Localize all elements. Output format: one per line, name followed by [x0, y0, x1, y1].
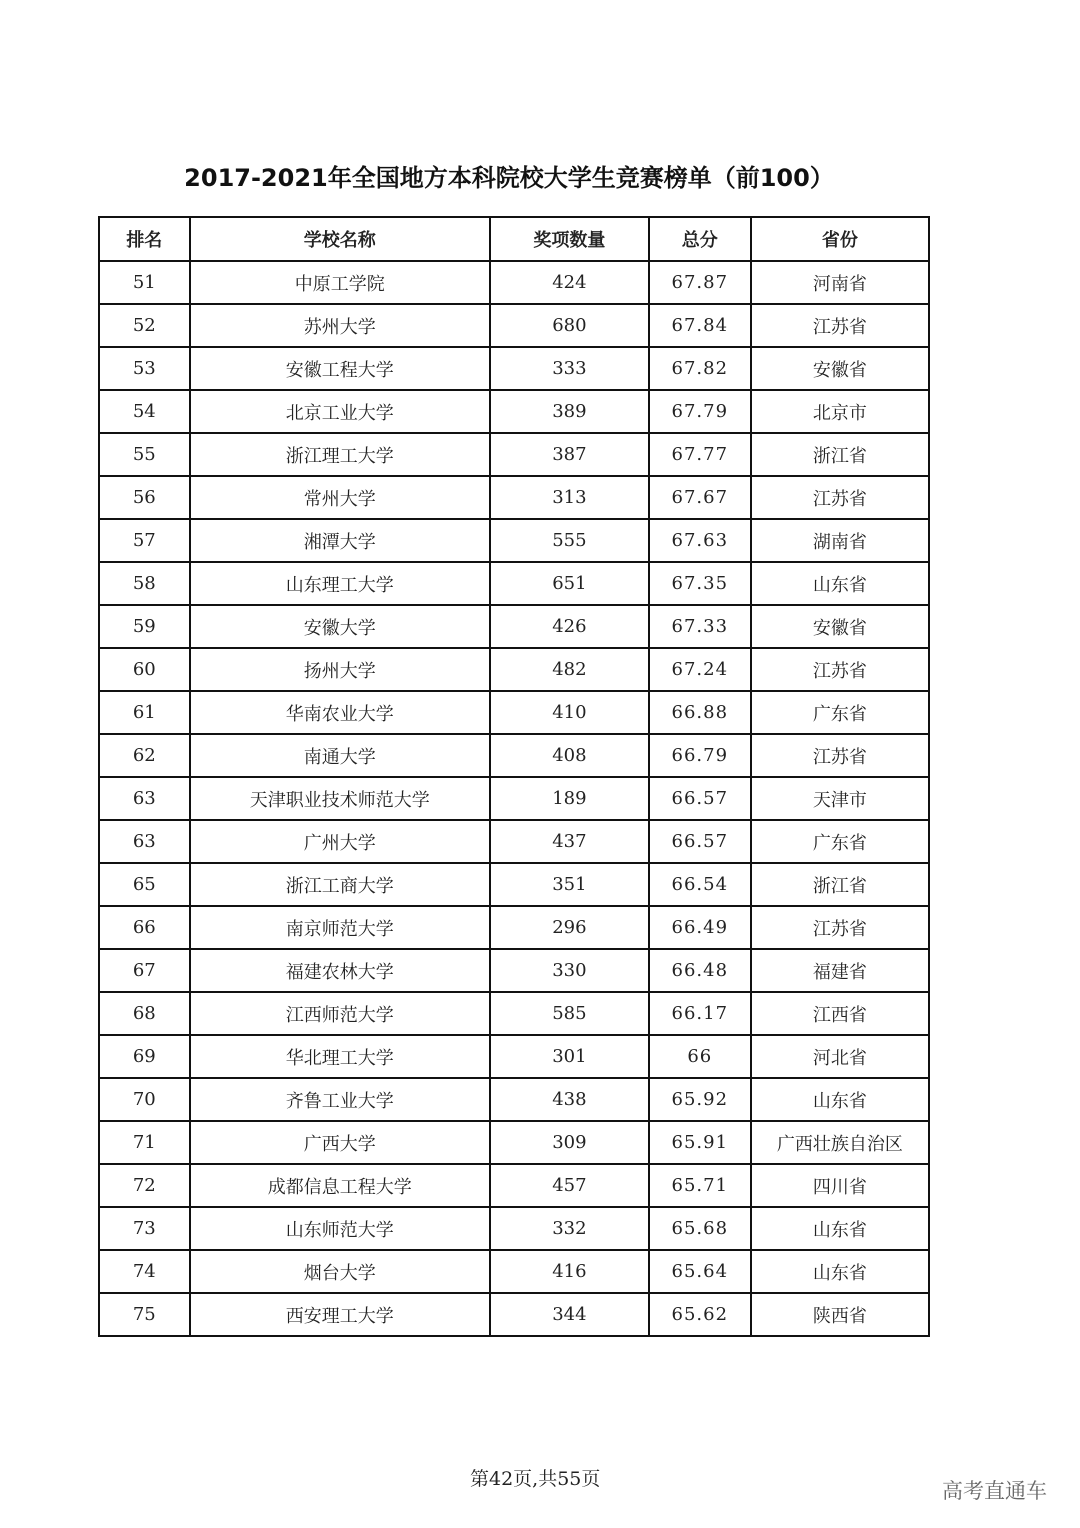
- cell-rank: 53: [99, 347, 190, 390]
- cell-awards: 296: [490, 906, 649, 949]
- cell-score: 66.17: [649, 992, 751, 1035]
- cell-rank: 61: [99, 691, 190, 734]
- cell-score: 67.77: [649, 433, 751, 476]
- cell-score: 65.71: [649, 1164, 751, 1207]
- cell-rank: 68: [99, 992, 190, 1035]
- table-row: [99, 992, 929, 1035]
- header-score: 总分: [649, 217, 751, 261]
- cell-province: 山东省: [751, 562, 929, 605]
- cell-rank: 52: [99, 304, 190, 347]
- cell-rank: 75: [99, 1293, 190, 1336]
- cell-awards: 416: [490, 1250, 649, 1293]
- cell-awards: 555: [490, 519, 649, 562]
- cell-score: 67.24: [649, 648, 751, 691]
- cell-awards: 330: [490, 949, 649, 992]
- cell-rank: 51: [99, 261, 190, 304]
- cell-awards: 344: [490, 1293, 649, 1336]
- cell-score: 66: [649, 1035, 751, 1078]
- cell-score: 66.48: [649, 949, 751, 992]
- table-row: [99, 390, 929, 433]
- cell-province: 陕西省: [751, 1293, 929, 1336]
- table-row: [99, 476, 929, 519]
- cell-score: 67.63: [649, 519, 751, 562]
- ranking-table: [98, 216, 930, 1337]
- cell-score: 65.91: [649, 1121, 751, 1164]
- cell-rank: 55: [99, 433, 190, 476]
- cell-province: 江苏省: [751, 476, 929, 519]
- cell-school: 广州大学: [190, 820, 490, 863]
- cell-score: 67.79: [649, 390, 751, 433]
- header-school: 学校名称: [190, 217, 490, 261]
- cell-school: 山东理工大学: [190, 562, 490, 605]
- table-row: [99, 304, 929, 347]
- table-header-row: [99, 217, 929, 261]
- cell-score: 67.67: [649, 476, 751, 519]
- cell-school: 华北理工大学: [190, 1035, 490, 1078]
- cell-awards: 438: [490, 1078, 649, 1121]
- cell-awards: 426: [490, 605, 649, 648]
- cell-rank: 74: [99, 1250, 190, 1293]
- cell-province: 天津市: [751, 777, 929, 820]
- cell-rank: 59: [99, 605, 190, 648]
- cell-awards: 457: [490, 1164, 649, 1207]
- cell-awards: 410: [490, 691, 649, 734]
- cell-school: 扬州大学: [190, 648, 490, 691]
- cell-score: 67.33: [649, 605, 751, 648]
- cell-school: 成都信息工程大学: [190, 1164, 490, 1207]
- cell-school: 浙江理工大学: [190, 433, 490, 476]
- cell-province: 四川省: [751, 1164, 929, 1207]
- cell-school: 广西大学: [190, 1121, 490, 1164]
- cell-awards: 332: [490, 1207, 649, 1250]
- cell-score: 65.62: [649, 1293, 751, 1336]
- cell-school: 苏州大学: [190, 304, 490, 347]
- cell-rank: 71: [99, 1121, 190, 1164]
- cell-awards: 301: [490, 1035, 649, 1078]
- cell-province: 浙江省: [751, 433, 929, 476]
- cell-score: 67.87: [649, 261, 751, 304]
- cell-province: 安徽省: [751, 347, 929, 390]
- cell-school: 常州大学: [190, 476, 490, 519]
- table-row: [99, 777, 929, 820]
- header-rank: 排名: [99, 217, 190, 261]
- cell-school: 北京工业大学: [190, 390, 490, 433]
- cell-province: 广东省: [751, 691, 929, 734]
- cell-rank: 67: [99, 949, 190, 992]
- cell-score: 66.57: [649, 777, 751, 820]
- table-row: [99, 433, 929, 476]
- cell-score: 67.35: [649, 562, 751, 605]
- cell-awards: 309: [490, 1121, 649, 1164]
- cell-school: 福建农林大学: [190, 949, 490, 992]
- cell-awards: 313: [490, 476, 649, 519]
- cell-rank: 57: [99, 519, 190, 562]
- cell-school: 中原工学院: [190, 261, 490, 304]
- cell-awards: 680: [490, 304, 649, 347]
- cell-school: 安徽工程大学: [190, 347, 490, 390]
- cell-school: 浙江工商大学: [190, 863, 490, 906]
- cell-province: 江苏省: [751, 648, 929, 691]
- cell-score: 66.57: [649, 820, 751, 863]
- table-row: [99, 347, 929, 390]
- table-row: [99, 734, 929, 777]
- header-awards: 奖项数量: [490, 217, 649, 261]
- cell-province: 江苏省: [751, 734, 929, 777]
- cell-province: 江西省: [751, 992, 929, 1035]
- cell-province: 山东省: [751, 1078, 929, 1121]
- cell-rank: 63: [99, 777, 190, 820]
- cell-province: 湖南省: [751, 519, 929, 562]
- cell-score: 66.49: [649, 906, 751, 949]
- cell-rank: 69: [99, 1035, 190, 1078]
- table-row: [99, 605, 929, 648]
- cell-score: 66.54: [649, 863, 751, 906]
- cell-school: 西安理工大学: [190, 1293, 490, 1336]
- cell-province: 福建省: [751, 949, 929, 992]
- table-row: [99, 1078, 929, 1121]
- cell-awards: 387: [490, 433, 649, 476]
- table-row: [99, 648, 929, 691]
- cell-rank: 58: [99, 562, 190, 605]
- cell-score: 66.79: [649, 734, 751, 777]
- cell-province: 山东省: [751, 1207, 929, 1250]
- cell-score: 66.88: [649, 691, 751, 734]
- cell-awards: 189: [490, 777, 649, 820]
- table-row: [99, 863, 929, 906]
- table-row: [99, 691, 929, 734]
- table-row: [99, 519, 929, 562]
- page-title: 2017-2021年全国地方本科院校大学生竞赛榜单（前100）: [184, 164, 834, 192]
- cell-province: 江苏省: [751, 304, 929, 347]
- cell-awards: 437: [490, 820, 649, 863]
- cell-awards: 651: [490, 562, 649, 605]
- cell-province: 北京市: [751, 390, 929, 433]
- cell-rank: 62: [99, 734, 190, 777]
- table-row: [99, 949, 929, 992]
- cell-province: 广西壮族自治区: [751, 1121, 929, 1164]
- cell-rank: 70: [99, 1078, 190, 1121]
- cell-school: 江西师范大学: [190, 992, 490, 1035]
- cell-school: 南通大学: [190, 734, 490, 777]
- cell-score: 65.64: [649, 1250, 751, 1293]
- cell-awards: 351: [490, 863, 649, 906]
- cell-awards: 389: [490, 390, 649, 433]
- cell-province: 山东省: [751, 1250, 929, 1293]
- table-row: [99, 820, 929, 863]
- cell-score: 67.84: [649, 304, 751, 347]
- watermark: 高考直通车: [942, 1479, 1047, 1503]
- header-province: 省份: [751, 217, 929, 261]
- table-row: [99, 1207, 929, 1250]
- table-row: [99, 906, 929, 949]
- cell-school: 湘潭大学: [190, 519, 490, 562]
- table-row: [99, 1121, 929, 1164]
- cell-province: 河北省: [751, 1035, 929, 1078]
- cell-rank: 60: [99, 648, 190, 691]
- cell-province: 江苏省: [751, 906, 929, 949]
- table-row: [99, 1035, 929, 1078]
- cell-province: 广东省: [751, 820, 929, 863]
- cell-school: 齐鲁工业大学: [190, 1078, 490, 1121]
- cell-rank: 56: [99, 476, 190, 519]
- cell-rank: 73: [99, 1207, 190, 1250]
- cell-awards: 333: [490, 347, 649, 390]
- cell-province: 安徽省: [751, 605, 929, 648]
- cell-province: 河南省: [751, 261, 929, 304]
- cell-school: 南京师范大学: [190, 906, 490, 949]
- cell-province: 浙江省: [751, 863, 929, 906]
- table-row: [99, 1164, 929, 1207]
- cell-rank: 54: [99, 390, 190, 433]
- cell-awards: 482: [490, 648, 649, 691]
- cell-school: 华南农业大学: [190, 691, 490, 734]
- cell-rank: 63: [99, 820, 190, 863]
- cell-awards: 585: [490, 992, 649, 1035]
- cell-score: 65.92: [649, 1078, 751, 1121]
- page-number: 第42页,共55页: [470, 1468, 601, 1490]
- cell-rank: 72: [99, 1164, 190, 1207]
- table-row: [99, 1293, 929, 1336]
- cell-awards: 424: [490, 261, 649, 304]
- cell-score: 67.82: [649, 347, 751, 390]
- cell-school: 安徽大学: [190, 605, 490, 648]
- cell-awards: 408: [490, 734, 649, 777]
- cell-school: 山东师范大学: [190, 1207, 490, 1250]
- table-row: [99, 1250, 929, 1293]
- table-row: [99, 261, 929, 304]
- table-row: [99, 562, 929, 605]
- cell-rank: 65: [99, 863, 190, 906]
- cell-score: 65.68: [649, 1207, 751, 1250]
- cell-school: 天津职业技术师范大学: [190, 777, 490, 820]
- cell-rank: 66: [99, 906, 190, 949]
- cell-school: 烟台大学: [190, 1250, 490, 1293]
